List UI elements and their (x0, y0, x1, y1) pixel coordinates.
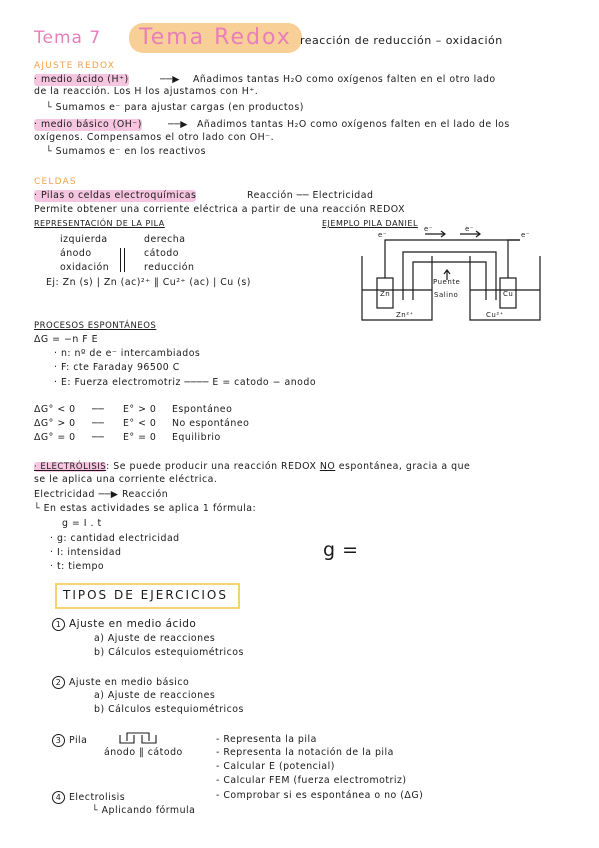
arrow-basico: ──▶ (168, 119, 188, 130)
tipos-title: TIPOS DE EJERCICIOS (63, 588, 228, 602)
ejemplo-title: EJEMPLO PILA DANIEL (322, 219, 418, 228)
pila-sub: ánodo ‖ cátodo (104, 747, 183, 758)
spont-row-1-e: E° > 0 (123, 404, 157, 415)
medio-acido-text-2: de la reacción. Los H los ajustamos con H⁺. (34, 86, 259, 97)
tipo-2-title: Ajuste en medio básico (69, 677, 190, 688)
electron-label-2: e⁻ (424, 225, 434, 233)
tipo-1-b: b) Cálculos estequiométricos (94, 647, 244, 658)
spont-row-1-dash: ── (92, 404, 105, 415)
ajuste-title: AJUSTE REDOX (34, 61, 116, 71)
electron-label-4: e⁻ (521, 231, 531, 239)
tipo-2-b: b) Cálculos estequiométricos (94, 704, 244, 715)
ej-notation: Ej: Zn (s) | Zn (ac)²⁺ ‖ Cu²⁺ (ac) | Cu (s) (46, 277, 251, 288)
spont-row-3-dash: ── (92, 432, 105, 443)
wire-right (508, 240, 520, 278)
tipo-3-title-row (52, 734, 87, 747)
medio-basico-sub: └ Sumamos e⁻ en los reactivos (46, 146, 206, 157)
subtitle: reacción de reducción – oxidación (300, 34, 503, 47)
g-formula: g = I . t (62, 518, 102, 529)
electrolisis-line-2: se le aplica una corriente eléctrica. (34, 474, 218, 485)
cu-ion-label: Cu²⁺ (486, 311, 504, 319)
electrolisis-text-pre: : Se puede producir una reacción REDOX (106, 461, 320, 472)
oxidacion-label: oxidación (60, 262, 110, 273)
spont-row-3-e: E° = 0 (123, 432, 157, 443)
electrolisis-line-1 (34, 461, 470, 473)
tipo-1-title: Ajuste en medio ácido (69, 618, 197, 630)
tema-number: Tema 7 (34, 28, 102, 48)
pila-point-3: - Calcular E (potencial) (216, 761, 335, 772)
electrolisis-actividades: └ En estas actividades se aplica 1 fórmula: (34, 503, 257, 514)
zn-ion-label: Zn²⁺ (396, 311, 414, 319)
tipo-2-title-row (52, 676, 189, 689)
derecha-label: derecha (144, 234, 186, 245)
number-circle-1: 1 (52, 618, 65, 631)
pilas-label: · Pilas o celdas electroquímicas (34, 190, 197, 201)
procesos-title: PROCESOS ESPONTÁNEOS (34, 321, 157, 331)
izquierda-label: izquierda (60, 234, 108, 245)
spont-row-2-dg: ΔG° > 0 (34, 418, 76, 429)
pilas-relation: Reacción ── Electricidad (247, 190, 374, 201)
e-definition: · E: Fuerza electromotriz ──── E = catodo − anodo (54, 377, 317, 388)
celdas-title: CELDAS (34, 177, 77, 187)
spont-row-3-dg: ΔG° = 0 (34, 432, 76, 443)
medio-basico-label: · medio básico (OH⁻) (34, 119, 142, 130)
t-definition: · t: tiempo (50, 561, 105, 572)
electron-label-3: e⁻ (465, 225, 475, 233)
tema-title: Tema Redox (129, 23, 302, 53)
dg-formula: ΔG = −n F E (34, 334, 99, 345)
cu-electrode-label: Cu (503, 290, 514, 298)
medio-acido-text-1: Añadimos tantas H₂O como oxígenos falten en el otro lado (193, 74, 496, 85)
reduccion-label: reducción (144, 262, 195, 273)
arrow-acido: ──▶ (160, 74, 180, 85)
permite-text: Permite obtener una corriente eléctrica a partir de una reacción REDOX (34, 204, 405, 215)
tipo-4-title-row (52, 791, 125, 804)
spont-row-2-dash: ── (92, 418, 105, 429)
electron-label-1: e⁻ (378, 231, 388, 239)
pila-point-5: - Comprobar si es espontánea o no (ΔG) (216, 790, 424, 801)
pila-point-4: - Calcular FEM (fuerza electromotriz) (216, 775, 407, 786)
spont-row-3-res: Equilibrio (172, 432, 221, 443)
pila-point-1: - Representa la pila (216, 734, 317, 745)
double-bar (120, 248, 125, 272)
spont-row-1-dg: ΔG° < 0 (34, 404, 76, 415)
pila-sketch-icon (118, 731, 158, 745)
pila-point-2: - Representa la notación de la pila (216, 747, 394, 758)
wire-left (385, 240, 410, 278)
number-circle-2: 2 (52, 676, 65, 689)
medio-basico-text-2: oxígenos. Compensamos el otro lado con OH⁻. (34, 132, 275, 143)
tipo-4-sub: └ Aplicando fórmula (92, 805, 196, 816)
representacion-title: REPRESENTACIÓN DE LA PILA (34, 219, 165, 228)
tipo-1-title-row (52, 618, 196, 631)
tipo-1-a: a) Ajuste de reacciones (94, 633, 216, 644)
medio-acido-sub: └ Sumamos e⁻ para ajustar cargas (en productos) (46, 102, 304, 113)
f-definition: · F: cte Faraday 96500 C (54, 362, 180, 373)
spont-row-1-res: Espontáneo (172, 404, 233, 415)
medio-basico-text-1: Añadimos tantas H₂O como oxígenos falten en el lado de los (197, 119, 510, 130)
spont-row-2-res: No espontáneo (172, 418, 250, 429)
number-circle-3: 3 (52, 734, 65, 747)
tipo-4-title: Electrolisis (69, 792, 126, 803)
electrolisis-label: · ELECTRÓLISIS (34, 462, 107, 472)
catodo-label: cátodo (144, 248, 179, 259)
electrolisis-text-post: espontánea, gracia a que (335, 461, 471, 472)
g-definition: · g: cantidad electricidad (50, 533, 180, 544)
medio-acido-label: · medio ácido (H⁺) (34, 74, 129, 85)
bridge-label-2: Salino (434, 291, 459, 299)
g-equals: g = (323, 539, 359, 561)
bridge-label-1: Puente (433, 278, 461, 286)
electrolisis-no: NO (319, 461, 336, 472)
tipo-2-a: a) Ajuste de reacciones (94, 690, 216, 701)
tipo-3-title: Pila (69, 735, 88, 746)
anodo-label: ánodo (60, 248, 92, 259)
number-circle-4: 4 (52, 791, 65, 804)
electrolisis-relation: Electricidad ──▶ Reacción (34, 489, 169, 500)
zn-electrode-label: Zn (380, 290, 391, 298)
spont-row-2-e: E° < 0 (123, 418, 157, 429)
i-definition: · I: intensidad (50, 547, 122, 558)
n-definition: · n: nº de e⁻ intercambiados (54, 348, 201, 359)
